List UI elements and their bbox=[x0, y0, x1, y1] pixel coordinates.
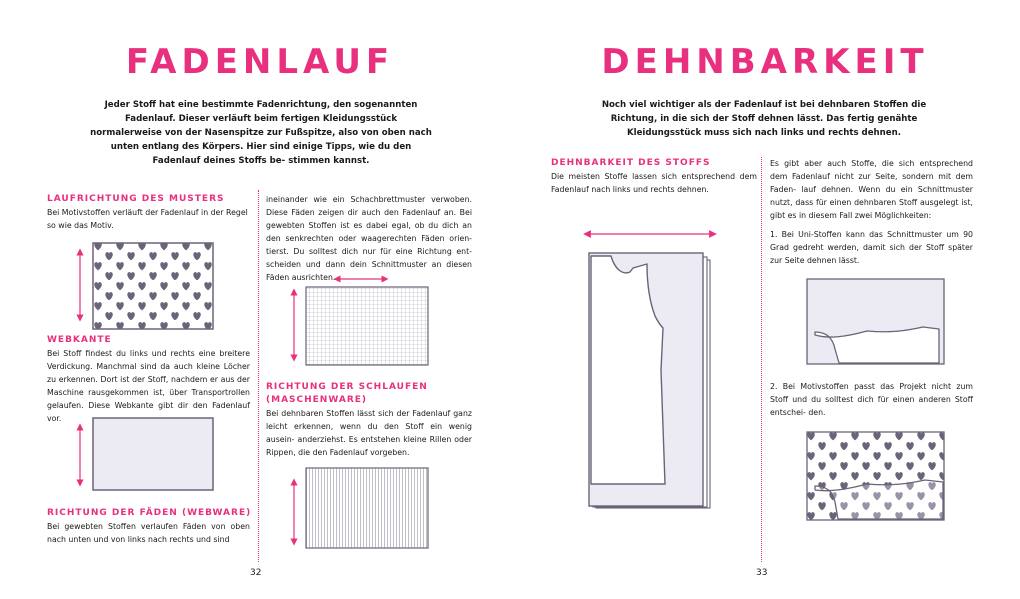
woven-fabric bbox=[306, 287, 428, 365]
text-zweite-spalte-1: Es gibt aber auch Stoffe, die sich entsprechend dem Fadenlauf nicht zur Seite, sondern mit dem Faden- lauf dehnen. Wenn du ein Schnittmuster nutzt, dass für einen dehnbaren Stoff ausgelegt ist, gibt es in diesem Fall zwei Möglichkeiten: bbox=[770, 159, 973, 220]
intro-dehnbarkeit: Noch viel wichtiger als der Fadenlauf ist bei dehnbaren Stoffen die Richtung, in die sich der Stoff dehnen lässt. Das fertig genähte Kleidungsstück muss sich nach links und rechts dehnen. bbox=[601, 100, 927, 138]
heading-laufrichtung: LAUFRICHTUNG DES MUSTERS bbox=[47, 194, 225, 204]
grid-swatch-illustration bbox=[285, 272, 435, 372]
plain-fabric bbox=[93, 418, 213, 490]
text-webkante: Bei Stoff findest du links und rechts eine breitere Verdickung. Manchmal sind da auch kleine Löcher zu erkennen. Dort ist der Stoff, nachdem er aus der Maschine rausgekommen ist, über Transportrollen gelaufen. Diese Webkante gibt dir den Fadenlauf vor. bbox=[47, 349, 250, 423]
heading-richtung-schlaufen: RICHTUNG DER SCHLAUFEN (MASCHENWARE) bbox=[266, 382, 428, 405]
knit-swatch-illustration bbox=[285, 460, 435, 550]
column-divider-right bbox=[761, 157, 762, 562]
rotated-pattern-illustration bbox=[805, 277, 950, 372]
page-title-fadenlauf: FADENLAUF bbox=[125, 42, 395, 82]
knit-fabric bbox=[306, 468, 428, 548]
text-zweite-spalte-2: 1. Bei Uni-Stoffen kann das Schnittmuster um 90 Grad gedreht werden, damit sich der Stoff später zur Seite dehnen lässt. bbox=[770, 230, 973, 265]
text-zweite-spalte-3: 2. Bei Motivstoffen passt das Projekt nicht zum Stoff und du solltest dich für einen anderen Stoff entschei- den. bbox=[770, 382, 973, 417]
heading-dehnbarkeit-des-stoffs: DEHNBARKEIT DES STOFFS bbox=[551, 158, 711, 168]
column-divider bbox=[258, 190, 259, 562]
page-number-left: 32 bbox=[250, 568, 262, 578]
text-richtung-faeden: Bei gewebten Stoffen verlaufen Fäden von oben nach unten und von links nach rechts und sind bbox=[47, 522, 250, 544]
heading-webkante: WEBKANTE bbox=[47, 335, 112, 345]
bodice-pattern-illustration bbox=[575, 220, 725, 520]
text-dehnbarkeit-des-stoffs: Die meisten Stoffe lassen sich entsprechend dem Fadenlauf nach links und rechts dehnen. bbox=[551, 172, 757, 194]
intro-fadenlauf: Jeder Stoff hat eine bestimmte Fadenrichtung, den sogenannten Fadenlauf. Dieser verläuft beim fertigen Kleidungsstück normalerweise von der Nasenspitze zur Fußspitze, also von oben nach unten entlang des Körpers. Hier sind einige Tipps, wie du den Fadenlauf deines Stoffs be- stimmen kannst. bbox=[90, 100, 432, 166]
hearts-swatch-illustration bbox=[70, 240, 220, 335]
page-title-dehnbarkeit: DEHNBARKEIT bbox=[601, 42, 929, 82]
printed-fabric-illustration bbox=[805, 430, 950, 525]
page-number-right: 33 bbox=[756, 568, 768, 578]
hearts-fabric bbox=[93, 243, 213, 329]
text-richtung-schlaufen: Bei dehnbaren Stoffen lässt sich der Fadenlauf ganz leicht erkennen, wenn du den Stoff ein wenig ausein- anderziehst. Es entstehen kleine Rillen oder Rippen, die den Fadenlauf vorgeben. bbox=[266, 409, 472, 457]
plain-swatch-illustration bbox=[70, 415, 220, 495]
heading-richtung-faeden: RICHTUNG DER FÄDEN (WEBWARE) bbox=[47, 508, 252, 518]
text-faeden-continued: ineinander wie ein Schachbrettmuster verwoben. Diese Fäden zeigen dir auch den Fadenlauf an. Bei gewebten Stoffen ist es dabei egal, ob du dich an den senkrechten oder waagerechten Fäden orien- tierst. Du solltest dich nur für eine Richtung ent- scheiden und dann dein Schnittmuster an diesen Fäden ausrichten. bbox=[266, 195, 472, 282]
text-laufrichtung: Bei Motivstoffen verläuft der Fadenlauf in der Regel so wie das Motiv. bbox=[47, 208, 248, 230]
